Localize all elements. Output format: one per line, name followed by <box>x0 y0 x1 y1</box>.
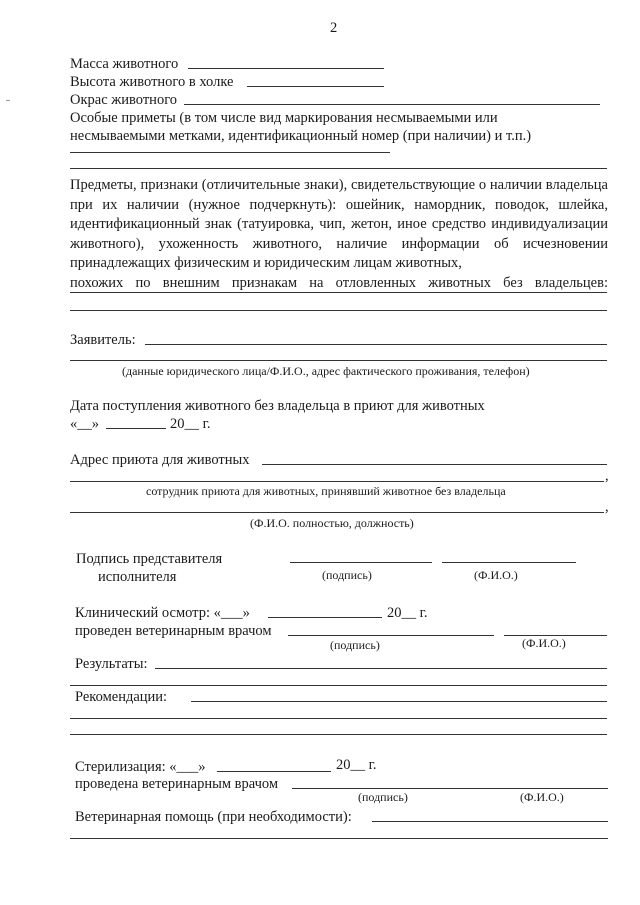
recommendations-field-2[interactable] <box>70 718 607 719</box>
vet-help-field-2[interactable] <box>70 838 608 839</box>
arrival-month-field[interactable] <box>106 428 166 429</box>
exam-label: Клинический осмотр: «___» <box>75 605 250 621</box>
page-number: 2 <box>330 20 338 36</box>
results-field-1[interactable] <box>155 668 607 669</box>
signature-label-1: Подпись представителя <box>76 551 223 567</box>
fio-caption: (Ф.И.О. полностью, должность) <box>250 516 414 530</box>
items-paragraph-last: похожих по внешним признакам на отловленных животных без владельцев: <box>70 274 608 291</box>
arrival-year: 20__ г. <box>170 416 211 432</box>
arrival-label: Дата поступления животного без владельца в приют для животных <box>70 398 485 414</box>
items-field-2[interactable] <box>70 310 607 311</box>
marks-field-1[interactable] <box>70 152 390 153</box>
height-label: Высота животного в холке <box>70 74 234 90</box>
sterilization-month-field[interactable] <box>217 771 331 772</box>
color-label: Окрас животного <box>70 92 178 108</box>
items-paragraph-text: Предметы, признаки (отличительные знаки), свидетельствующие о наличии владельца при их наличии (нужное подчеркнуть): ошейник, намордник, поводок, шлейка, идентификационный знак (татуировка, чип, жетон, иное средство индивидуализации животного), ухоженность животного, наличие информации об исчезновении принадлежащих физическим и юридическим лицам животных, <box>70 177 608 271</box>
applicant-label: Заявитель: <box>70 332 136 348</box>
signature-label-2: исполнителя <box>98 569 177 585</box>
employee-field[interactable] <box>70 512 604 513</box>
mass-field[interactable] <box>188 68 384 69</box>
shelter-comma-1: , <box>605 468 609 484</box>
items-field-1[interactable] <box>70 292 607 293</box>
shelter-label: Адрес приюта для животных <box>70 452 250 468</box>
shelter-comma-2: , <box>605 499 609 515</box>
exam-fio-caption: (Ф.И.О.) <box>522 636 566 650</box>
signature-sign-field[interactable] <box>290 562 432 563</box>
scan-mark <box>6 100 10 101</box>
exam-year: 20__ г. <box>387 605 428 621</box>
mass-label: Масса животного <box>70 56 179 72</box>
arrival-day[interactable]: «__» <box>70 416 99 432</box>
recommendations-label: Рекомендации: <box>75 689 168 705</box>
shelter-address-field-2[interactable] <box>70 481 604 482</box>
results-label: Результаты: <box>75 656 148 672</box>
results-field-2[interactable] <box>70 685 607 686</box>
sterilization-year: 20__ г. <box>336 757 377 773</box>
applicant-field-2[interactable] <box>70 360 607 361</box>
signature-fio-caption: (Ф.И.О.) <box>474 568 518 582</box>
height-field[interactable] <box>247 86 384 87</box>
signature-fio-field[interactable] <box>442 562 576 563</box>
signature-sign-caption: (подпись) <box>322 568 372 582</box>
marks-label-1: Особые приметы (в том числе вид маркирования несмываемыми или <box>70 110 498 126</box>
exam-sign-field[interactable] <box>288 635 494 636</box>
exam-vet-label: проведен ветеринарным врачом <box>75 623 272 639</box>
employee-caption: сотрудник приюта для животных, принявший животное без владельца <box>146 484 506 498</box>
sterilization-sign-fio-field[interactable] <box>292 788 608 789</box>
sterilization-fio-caption: (Ф.И.О.) <box>520 790 564 804</box>
recommendations-field-3[interactable] <box>70 734 607 735</box>
items-paragraph <box>70 176 608 292</box>
marks-label-2: несмываемыми метками, идентификационный номер (при наличии) и т.п.) <box>70 128 532 144</box>
applicant-field-1[interactable] <box>145 344 607 345</box>
marks-field-2[interactable] <box>70 168 607 169</box>
sterilization-sign-caption: (подпись) <box>358 790 408 804</box>
sterilization-label: Стерилизация: «___» <box>75 759 206 775</box>
shelter-address-field-1[interactable] <box>262 464 607 465</box>
recommendations-field-1[interactable] <box>191 701 607 702</box>
applicant-caption: (данные юридического лица/Ф.И.О., адрес фактического проживания, телефон) <box>122 364 530 378</box>
vet-help-label: Ветеринарная помощь (при необходимости): <box>75 809 352 825</box>
color-field[interactable] <box>184 104 600 105</box>
vet-help-field-1[interactable] <box>372 821 608 822</box>
sterilization-vet-label: проведена ветеринарным врачом <box>75 776 279 792</box>
exam-sign-caption: (подпись) <box>330 638 380 652</box>
exam-month-field[interactable] <box>268 617 382 618</box>
